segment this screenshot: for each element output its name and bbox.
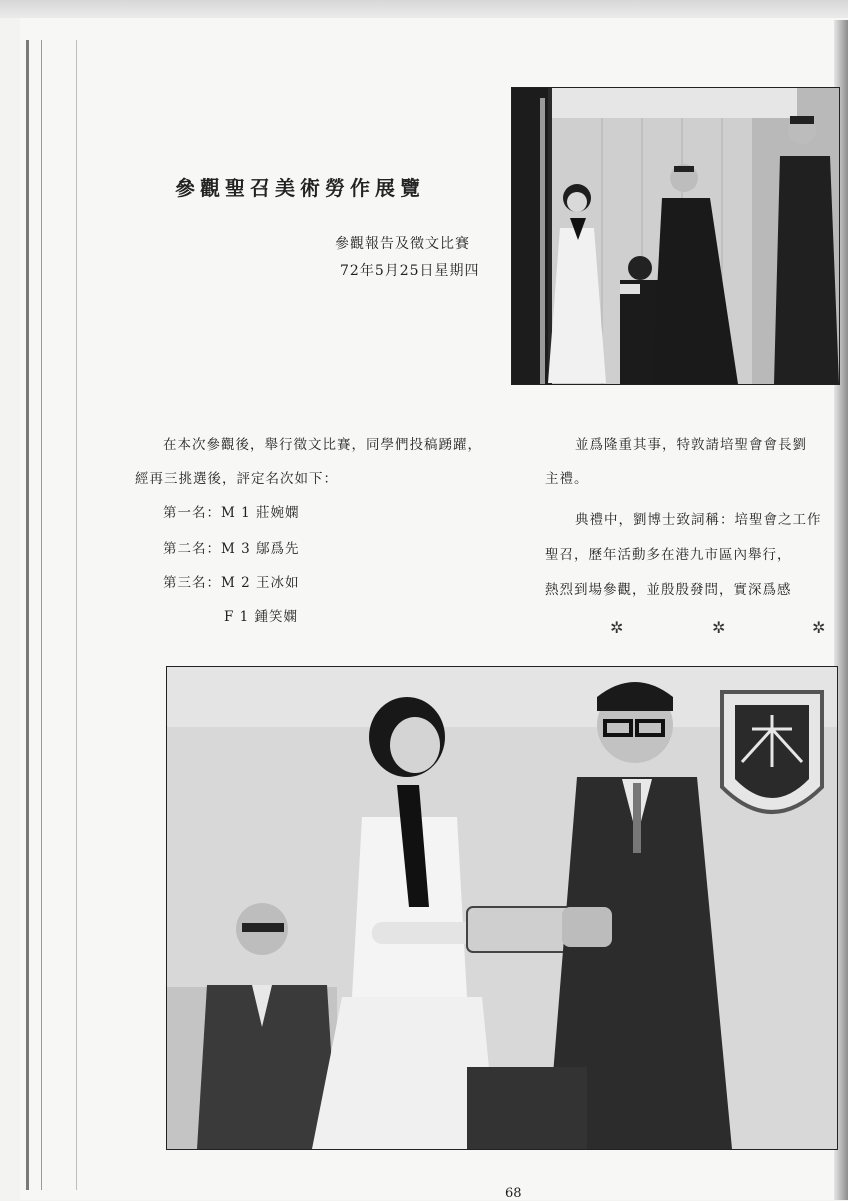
right-text-line-5: 熱烈到場參觀，並殷殷發問，實深爲感 <box>545 582 792 598</box>
article-date: 72年5月25日星期四 <box>340 263 480 279</box>
ornament-divider: ✲ <box>812 618 826 637</box>
article-title: 參觀聖召美術勞作展覽 <box>175 176 425 200</box>
scan-edge <box>0 0 848 18</box>
right-text-line-3: 典禮中，劉博士致詞稱：培聖會之工作 <box>575 512 822 528</box>
winner-row <box>163 537 300 557</box>
winner-entry: M 1 莊婉嫻 <box>221 505 300 521</box>
intro-line-1: 在本次參觀後，舉行徵文比賽，同學們投稿踴躍， <box>163 437 482 453</box>
winner-rank: 第三名： <box>163 575 221 591</box>
winner-row <box>163 571 300 591</box>
ornament-divider: ✲ <box>712 618 726 637</box>
winner-entry: M 2 王冰如 <box>221 575 300 591</box>
photo-award-stage-illustration <box>512 88 839 384</box>
intro-line-2: 經再三挑選後，評定名次如下： <box>135 471 338 487</box>
winner-entry: M 3 鄔爲先 <box>221 541 300 557</box>
binding-line-inner <box>41 40 42 1190</box>
binding-line <box>26 40 29 1190</box>
winner-row <box>224 605 298 625</box>
photo-award-stage <box>511 87 840 385</box>
photo-handshake <box>166 666 838 1150</box>
winner-row <box>163 501 300 521</box>
right-text-line-1: 並爲隆重其事，特敦請培聖會會長劉 <box>575 437 807 453</box>
winner-entry: F 1 鍾笑嫻 <box>224 609 299 625</box>
winner-rank: 第二名： <box>163 541 221 557</box>
article-subtitle: 參觀報告及徵文比賽 <box>335 236 470 252</box>
right-text-line-4: 聖召，歷年活動多在港九市區內舉行， <box>545 547 792 563</box>
margin-line <box>76 40 77 1190</box>
photo-handshake-illustration <box>167 667 837 1149</box>
ornament-divider: ✲ <box>610 618 624 637</box>
page-number: 68 <box>505 1186 522 1201</box>
right-text-line-2: 主禮。 <box>545 471 589 487</box>
winner-rank: 第一名： <box>163 505 221 521</box>
